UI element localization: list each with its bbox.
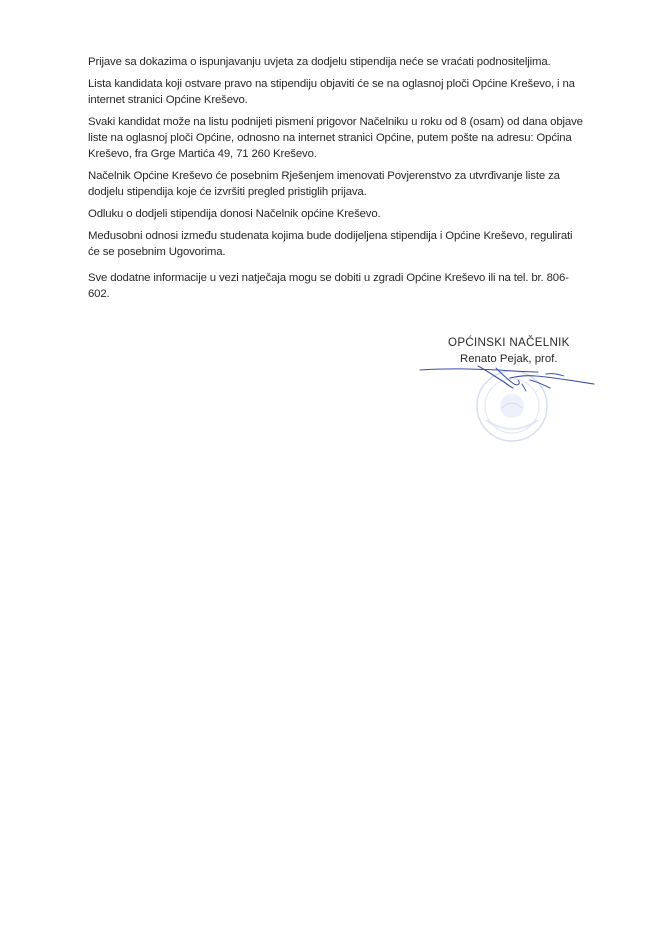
paragraph-objection: Svaki kandidat može na listu podnijeti pismeni prigovor Načelniku u roku od 8 (osam) od dana objave liste na oglasnoj ploči Općine, odnosno na internet stranici Općine, putem pošte na adresu: Općina Kreševo, fra Grge Martića 49, 71 260 Kreševo. — [88, 116, 583, 160]
paragraph-contracts: Međusobni odnosi između studenata kojima bude dodijeljena stipendija i Općine Kreševo, regulirati će se posebnim Ugovorima. — [88, 230, 573, 258]
signatory-name: Renato Pejak, prof. — [460, 353, 558, 365]
paragraph-commission: Načelnik Općine Kreševo će posebnim Rješenjem imenovati Povjerenstvo za utvrđivanje liste za dodjelu stipendija koje će izvršiti pregled pristiglih prijava. — [88, 170, 560, 198]
signatory-title: OPĆINSKI NAČELNIK — [448, 336, 570, 349]
handwritten-signature — [418, 360, 618, 400]
paragraph-decision: Odluku o dodjeli stipendija donosi Načelnik općine Kreševo. — [88, 208, 381, 220]
paragraph-applications-not-returned: Prijave sa dokazima o ispunjavanju uvjeta za dodjelu stipendija neće se vraćati podnositeljima. — [88, 56, 551, 68]
paragraph-information: Sve dodatne informacije u vezi natječaja mogu se dobiti u zgradi Općine Kreševo ili na tel. br. 806-602. — [88, 272, 569, 300]
document-body — [86, 54, 586, 308]
signature-block — [440, 336, 610, 446]
paragraph-candidate-list: Lista kandidata koji ostvare pravo na stipendiju objaviti će se na oglasnoj ploči Općine Kreševo, i na internet stranici Općine Kreševo. — [88, 78, 575, 106]
